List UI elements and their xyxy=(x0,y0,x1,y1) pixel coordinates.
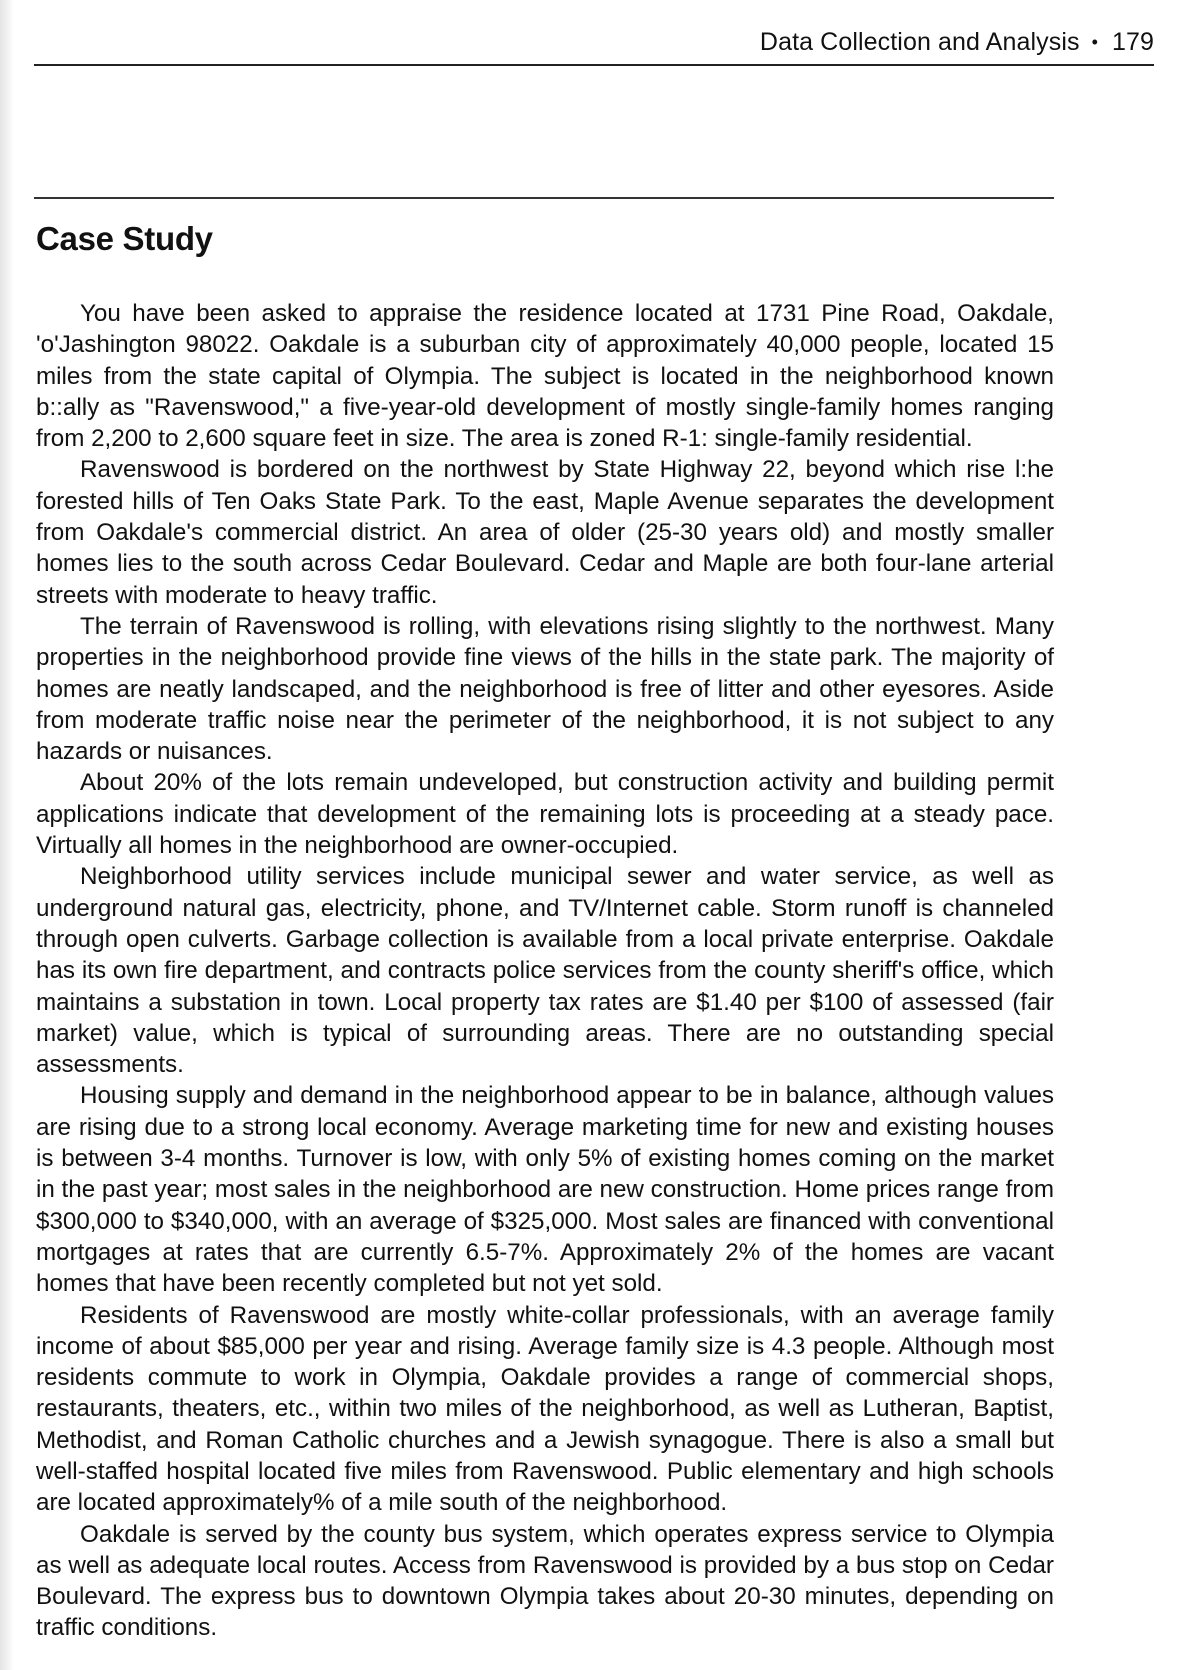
paragraph: Residents of Ravenswood are mostly white-collar professionals, with an average family income of about $85,000 per year and rising. Average family size is 4.3 people. Although most residents commute to work in Olympia, Oakdale provides a range of commercial shops, restaurants, theaters, etc., within two miles of the neighborhood, as well as Lutheran, Baptist, Methodist, and Roman Catholic churches and a Jewish synagogue. There is also a small but well-staffed hospital located five miles from Ravenswood. Public elementary and high schools are located approximately% of a mile south of the neighborhood. xyxy=(36,1301,1054,1517)
running-header-title: Data Collection and Analysis xyxy=(759,28,1080,56)
paragraph: Neighborhood utility services include municipal sewer and water service, as well as underground natural gas, electricity, phone, and TV/Internet cable. Storm runoff is channeled through open culverts. Garbage collection is available from a local private enterprise. Oakdale has its own fire department, and contracts police services from the county sheriff's office, which maintains a substation in town. Local property tax rates are $1.40 per $100 of assessed (fair market) value, which is typical of surrounding areas. There are no outstanding special assessments. xyxy=(36,863,1054,1079)
section-divider xyxy=(34,197,1054,199)
section-title: Case Study xyxy=(36,220,213,257)
case-study-body xyxy=(36,298,1054,1644)
paragraph: Ravenswood is bordered on the northwest by State Highway 22, beyond which rise l:he forested hills of Ten Oaks State Park. To the east, Maple Avenue separates the development from Oakdale's commercial district. An area of older (25-30 years old) and mostly smaller homes lies to the south across Cedar Boulevard. Cedar and Maple are both four-lane arterial streets with moderate to heavy traffic. xyxy=(36,456,1054,609)
page-edge-shadow xyxy=(0,0,14,1670)
paragraph: The terrain of Ravenswood is rolling, with elevations rising slightly to the northwest. Many properties in the neighborhood provide fine views of the hills in the state park. The majority of homes are neatly landscaped, and the neighborhood is free of litter and other eyesores. Aside from moderate traffic noise near the perimeter of the neighborhood, it is not subject to any hazards or nuisances. xyxy=(36,612,1054,766)
paragraph: You have been asked to appraise the residence located at 1731 Pine Road, Oakdale, 'o'Jashington 98022. Oakdale is a suburban city of approximately 40,000 people, located 15 miles from the state capital of Olympia. The subject is located in the neighborhood known b::ally as "Ravenswood," a five-year-old development of mostly single-family homes ranging from 2,200 to 2,600 square feet in size. The area is zoned R-1: single-family residential. xyxy=(36,300,1054,453)
header-rule xyxy=(34,64,1154,66)
paragraph: Oakdale is served by the county bus system, which operates express service to Olympia as well as adequate local routes. Access from Ravenswood is provided by a bus stop on Cedar Boulevard. The express bus to downtown Olympia takes about 20-30 minutes, depending on traffic conditions. xyxy=(36,1520,1054,1642)
page-number: 179 xyxy=(1111,28,1154,56)
paragraph: About 20% of the lots remain undeveloped, but construction activity and building permit applications indicate that development of the remaining lots is proceeding at a steady pace. Virtually all homes in the neighborhood are owner-occupied. xyxy=(36,769,1054,860)
paragraph: Housing supply and demand in the neighborhood appear to be in balance, although values are rising due to a strong local economy. Average marketing time for new and existing houses is between 3-4 months. Turnover is low, with only 5% of existing homes coming on the market in the past year; most sales in the neighborhood are new construction. Home prices range from $300,000 to $340,000, with an average of $325,000. Most sales are financed with conventional mortgages at rates that are currently 6.5-7%. Approximately 2% of the homes are vacant homes that have been recently completed but not yet sold. xyxy=(36,1082,1054,1298)
running-header xyxy=(760,28,1154,57)
bullet-separator: • xyxy=(1091,32,1098,52)
